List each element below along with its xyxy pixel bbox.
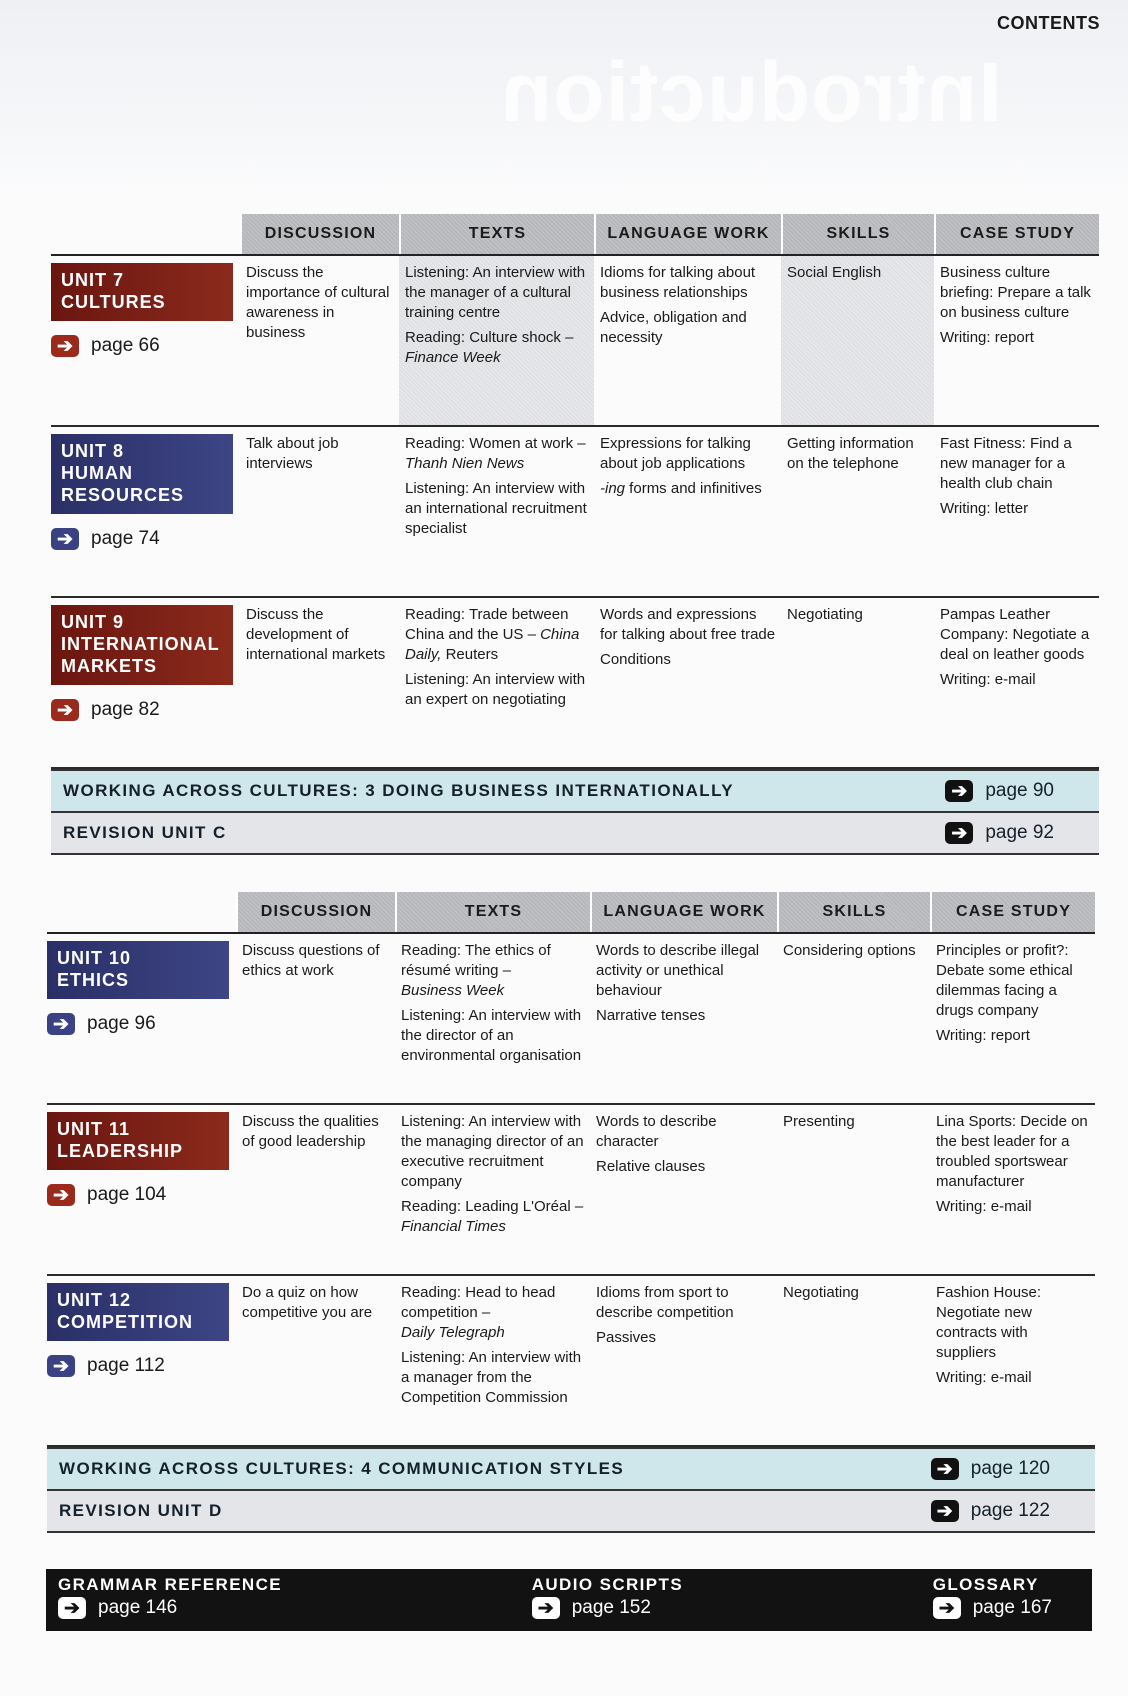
cell-paragraph [600,650,777,670]
unit-number: UNIT 8 [61,441,125,461]
unit-label-cell [51,256,240,425]
cell-paragraph [940,434,1095,494]
cell-paragraph [405,605,590,665]
working-across-cultures-bar-page-link[interactable] [945,780,1054,802]
cell-paragraph [596,1283,773,1323]
column-header-row [51,214,1099,256]
cell-language [590,1105,777,1274]
unit-label-cell [51,427,240,596]
page-number: page 82 [91,699,160,720]
paragraph-text: Principles or profit?: Debate some ethical dilemmas facing a drugs company [936,942,1073,1019]
unit-number: UNIT 11 [57,1119,131,1139]
paragraph-text: Social English [787,264,882,281]
cell-paragraph [940,263,1095,323]
cell-paragraph [405,670,590,710]
cell-language [594,427,781,596]
cell-skills [781,598,934,767]
cell-paragraph [787,263,930,283]
working-across-cultures-bar[interactable] [51,769,1099,813]
unit-label-cell [51,598,240,767]
cell-paragraph [936,1283,1091,1363]
paragraph-text: Writing: report [940,329,1034,346]
paragraph-text: Discuss questions of ethics at work [242,942,380,979]
column-header-language: LANGUAGE WORK [590,892,777,932]
paragraph-text: Fast Fitness: Find a new manager for a health club chain [940,435,1072,492]
cell-discussion [236,1276,395,1445]
unit-title: RESOURCES [61,485,185,505]
unit-row [47,1276,1095,1447]
footer-page-link[interactable] [532,1597,683,1619]
unit-title: HUMAN [61,463,133,483]
paragraph-text: Lina Sports: Decide on the best leader for a troubled sportswear manufacturer [936,1113,1088,1190]
footer-item[interactable] [933,1575,1052,1631]
cell-paragraph [783,1112,926,1132]
paragraph-text: Writing: report [936,1027,1030,1044]
unit-row [47,1105,1095,1276]
column-header-case: CASE STUDY [930,892,1095,932]
page-number: page 92 [985,822,1054,843]
paragraph-text: Expressions for talking about job applications [600,435,751,472]
unit-number: UNIT 10 [57,948,132,968]
cell-skills [777,934,930,1103]
cell-texts [399,427,594,596]
arrow-right-icon: ➔ [51,335,79,357]
paragraph-text: Writing: e-mail [936,1369,1032,1386]
cell-discussion [240,256,399,425]
unit-label-cell [47,1105,236,1274]
cell-texts [395,934,590,1103]
footer-bar [46,1569,1092,1631]
unit-title: CULTURES [61,292,166,312]
footer-item[interactable] [532,1575,683,1631]
cell-paragraph [596,1328,773,1348]
cell-case [934,427,1099,596]
paragraph-text: Idioms for talking about business relationships [600,264,756,301]
revision-unit-bar[interactable] [51,813,1099,855]
paragraph-text: Listening: An interview with a manager from the Competition Commission [401,1349,582,1406]
page-number: page 152 [571,1597,651,1618]
working-across-cultures-bar[interactable] [47,1447,1095,1491]
unit-badge[interactable] [51,263,233,321]
paragraph-text: Considering options [783,942,916,959]
paragraph-text: Discuss the development of international markets [246,606,386,663]
cell-case [930,1276,1095,1445]
cell-discussion [236,934,395,1103]
paragraph-text: Listening: An interview with the managing director of an executive recruitment company [401,1113,584,1190]
cell-texts [399,598,594,767]
paragraph-text: Getting information on the telephone [787,435,914,472]
cell-paragraph [940,328,1095,348]
working-across-cultures-bar-label: WORKING ACROSS CULTURES: 3 DOING BUSINESS INTERNATIONALLY [63,781,735,800]
page-number: page 122 [970,1500,1050,1521]
paragraph-text: Do a quiz on how competitive you are [242,1284,373,1321]
cell-paragraph [936,1112,1091,1192]
cell-paragraph [596,1157,773,1177]
cell-paragraph [936,1368,1091,1388]
cell-discussion [236,1105,395,1274]
cell-case [930,1105,1095,1274]
paragraph-text: Reading: Trade between China and the US – [405,606,569,643]
paragraph-text: Conditions [600,651,671,668]
paragraph-text-after: forms and infinitives [625,480,762,497]
unit-badge[interactable] [47,1283,229,1341]
paragraph-source: Financial Times [401,1218,506,1235]
paragraph-source: China Daily, [405,626,580,663]
paragraph-text: Passives [596,1329,657,1346]
unit-row [51,427,1099,598]
cell-paragraph [405,479,590,539]
paragraph-text: Reading: Leading L'Oréal – [401,1198,584,1215]
paragraph-text: Writing: letter [940,500,1029,517]
paragraph-source: Daily Telegraph [401,1324,505,1341]
arrow-right-icon: ➔ [58,1597,86,1619]
paragraph-source: Thanh Nien News [405,455,525,472]
cell-texts [395,1276,590,1445]
column-header-case: CASE STUDY [934,214,1099,254]
arrow-right-icon: ➔ [945,822,973,844]
cell-paragraph [405,328,590,368]
unit-page-link[interactable] [47,1184,236,1206]
cell-case [934,256,1099,425]
paragraph-source: -ing [600,480,626,497]
unit-page-link[interactable] [47,1013,236,1035]
header-spacer [51,214,240,254]
cell-paragraph [940,605,1095,665]
paragraph-text: Listening: An interview with an international recruitment specialist [405,480,587,537]
revision-unit-bar[interactable] [47,1491,1095,1533]
cell-paragraph [940,670,1095,690]
paragraph-source: Business Week [401,982,505,999]
cell-skills [781,256,934,425]
unit-row [51,256,1099,427]
revision-unit-bar-page-link[interactable] [945,822,1054,844]
cell-paragraph [401,1348,586,1408]
paragraph-text: Pampas Leather Company: Negotiate a deal on leather goods [940,606,1090,663]
unit-number: UNIT 7 [61,270,125,290]
page-number: page 120 [970,1458,1050,1479]
paragraph-text: Listening: An interview with the manager of a cultural training centre [405,264,586,321]
cell-paragraph [242,941,391,981]
contents-section-2 [47,892,1095,1533]
cell-paragraph [405,434,590,474]
unit-row [47,934,1095,1105]
cell-paragraph [596,1006,773,1026]
cell-texts [399,256,594,425]
unit-number: UNIT 12 [57,1290,132,1310]
paragraph-text: Narrative tenses [596,1007,706,1024]
paragraph-text: Negotiating [783,1284,859,1301]
working-across-cultures-bar-label: WORKING ACROSS CULTURES: 4 COMMUNICATION STYLES [59,1459,625,1478]
unit-page-link[interactable] [51,335,240,357]
paragraph-text: Words and expressions for talking about free trade [600,606,776,643]
unit-title: ETHICS [57,970,130,990]
page-title: CONTENTS [997,13,1100,33]
cell-language [594,598,781,767]
revision-unit-bar-label: REVISION UNIT D [59,1501,223,1520]
cell-skills [781,427,934,596]
cell-paragraph [600,263,777,303]
unit-badge[interactable] [51,434,233,514]
paragraph-text: Reading: Culture shock – [405,329,574,346]
paragraph-text: Idioms from sport to describe competition [596,1284,734,1321]
paragraph-text-after: Reuters [441,646,499,663]
arrow-right-icon: ➔ [933,1597,961,1619]
cell-case [930,934,1095,1103]
footer-item-label: GRAMMAR REFERENCE [58,1575,283,1594]
arrow-right-icon: ➔ [532,1597,560,1619]
arrow-right-icon: ➔ [47,1184,75,1206]
cell-paragraph [401,1112,586,1192]
cell-discussion [240,427,399,596]
cell-paragraph [600,479,777,499]
cell-paragraph [246,605,395,665]
cell-paragraph [940,499,1095,519]
cell-paragraph [936,941,1091,1021]
paragraph-text: Words to describe character [596,1113,717,1150]
footer-item[interactable] [58,1575,282,1631]
paragraph-text: Business culture briefing: Prepare a talk on business culture [940,264,1091,321]
revision-unit-bar-label: REVISION UNIT C [63,823,227,842]
column-header-skills: SKILLS [781,214,934,254]
paragraph-text: Reading: The ethics of résumé writing – [401,942,551,979]
paragraph-text: Discuss the qualities of good leadership [242,1113,379,1150]
cell-paragraph [242,1112,391,1152]
unit-number: UNIT 9 [61,612,125,632]
cell-paragraph [600,605,777,645]
working-across-cultures-bar-page-link[interactable] [931,1458,1050,1480]
unit-label-cell [47,934,236,1103]
paragraph-text: Presenting [783,1113,855,1130]
unit-page-link[interactable] [47,1355,236,1377]
unit-title: MARKETS [61,656,157,676]
cell-paragraph [401,1197,586,1237]
watermark-title: Introduction [500,45,1002,139]
cell-paragraph [936,1197,1091,1217]
cell-skills [777,1105,930,1274]
footer-item-label: AUDIO SCRIPTS [531,1575,684,1594]
arrow-right-icon: ➔ [47,1355,75,1377]
cell-language [590,934,777,1103]
paragraph-text: Fashion House: Negotiate new contracts with suppliers [936,1284,1042,1361]
cell-case [934,598,1099,767]
page-number: page 104 [87,1184,167,1205]
column-header-discussion: DISCUSSION [236,892,395,932]
unit-title: COMPETITION [57,1312,193,1332]
paragraph-text: Relative clauses [596,1158,706,1175]
page-number: page 146 [98,1597,178,1618]
column-header-language: LANGUAGE WORK [594,214,781,254]
paragraph-text: Talk about job interviews [246,435,339,472]
cell-paragraph [401,1283,586,1343]
arrow-right-icon: ➔ [945,780,973,802]
cell-paragraph [242,1283,391,1323]
cell-paragraph [600,434,777,474]
column-header-row [47,892,1095,934]
paragraph-text: Negotiating [787,606,863,623]
cell-skills [777,1276,930,1445]
column-header-discussion: DISCUSSION [240,214,399,254]
page-number: page 90 [985,780,1054,801]
page-number: page 167 [972,1597,1052,1618]
cell-paragraph [401,1006,586,1066]
footer-item-label: GLOSSARY [932,1575,1039,1594]
cell-paragraph [596,1112,773,1152]
unit-label-cell [47,1276,236,1445]
unit-badge[interactable] [47,941,229,999]
cell-paragraph [246,434,395,474]
paragraph-text: Listening: An interview with an expert on negotiating [405,671,586,708]
cell-discussion [240,598,399,767]
footer-page-link[interactable] [933,1597,1052,1619]
unit-badge[interactable] [47,1112,229,1170]
page-number: page 66 [91,335,160,356]
unit-badge[interactable] [51,605,233,685]
column-header-texts: TEXTS [395,892,590,932]
revision-unit-bar-page-link[interactable] [931,1500,1050,1522]
cell-paragraph [600,308,777,348]
contents-section-1 [51,214,1099,855]
unit-row [51,598,1099,769]
unit-page-link[interactable] [51,528,240,550]
paragraph-source: Finance Week [405,349,501,366]
column-header-texts: TEXTS [399,214,594,254]
arrow-right-icon: ➔ [931,1458,959,1480]
cell-paragraph [936,1026,1091,1046]
arrow-right-icon: ➔ [47,1013,75,1035]
unit-page-link[interactable] [51,699,240,721]
arrow-right-icon: ➔ [51,699,79,721]
page-number: page 74 [91,528,160,549]
header-spacer [47,892,236,932]
cell-paragraph [783,941,926,961]
cell-paragraph [787,434,930,474]
footer-page-link[interactable] [58,1597,282,1619]
arrow-right-icon: ➔ [51,528,79,550]
cell-paragraph [596,941,773,1001]
paragraph-text: Listening: An interview with the director of an environmental organisation [401,1007,582,1064]
page-number: page 112 [87,1355,165,1376]
column-header-skills: SKILLS [777,892,930,932]
unit-title: INTERNATIONAL [61,634,220,654]
page-number: page 96 [87,1013,156,1034]
cell-language [590,1276,777,1445]
cell-texts [395,1105,590,1274]
paragraph-text: Words to describe illegal activity or unethical behaviour [596,942,760,999]
paragraph-text: Writing: e-mail [940,671,1036,688]
cell-paragraph [783,1283,926,1303]
arrow-right-icon: ➔ [931,1500,959,1522]
paragraph-text: Discuss the importance of cultural awareness in business [246,264,390,341]
unit-title: LEADERSHIP [57,1141,184,1161]
paragraph-text: Reading: Women at work – [405,435,586,452]
paragraph-text: Writing: e-mail [936,1198,1032,1215]
paragraph-text: Reading: Head to head competition – [401,1284,556,1321]
cell-paragraph [401,941,586,1001]
paragraph-text: Advice, obligation and necessity [600,309,747,346]
cell-paragraph [787,605,930,625]
cell-paragraph [246,263,395,343]
cell-paragraph [405,263,590,323]
cell-language [594,256,781,425]
